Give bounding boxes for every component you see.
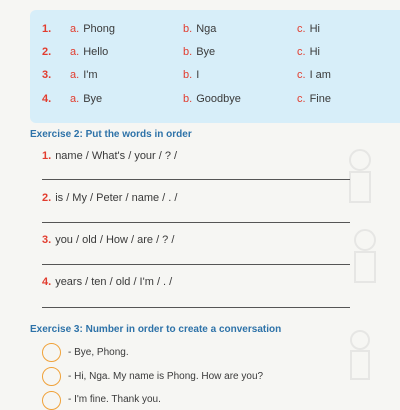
- answer-line-1[interactable]: [42, 179, 350, 180]
- option-b[interactable]: [183, 23, 216, 35]
- option-c[interactable]: [297, 93, 331, 105]
- option-letter: c.: [297, 23, 306, 35]
- answer-line-4[interactable]: [42, 307, 350, 308]
- option-c[interactable]: [297, 69, 331, 81]
- option-b[interactable]: [183, 93, 241, 105]
- order-circle[interactable]: [42, 367, 61, 386]
- question-text: is / My / Peter / name / . /: [55, 192, 178, 204]
- option-letter: c.: [297, 69, 306, 81]
- option-a[interactable]: [70, 93, 102, 105]
- option-text: Hi: [309, 46, 320, 58]
- option-letter: c.: [297, 93, 306, 105]
- option-letter: b.: [183, 93, 193, 105]
- question-text: name / What's / your / ? /: [55, 150, 178, 162]
- option-a[interactable]: [70, 23, 115, 35]
- option-c[interactable]: [297, 46, 320, 58]
- answer-line-3[interactable]: [42, 264, 350, 265]
- row-number: 4.: [42, 93, 52, 105]
- question-number: 4.: [42, 276, 52, 288]
- option-letter: a.: [70, 69, 80, 81]
- question-1: [42, 150, 177, 162]
- question-2: [42, 192, 177, 204]
- exercise1-row: [30, 20, 400, 42]
- option-letter: a.: [70, 93, 80, 105]
- option-letter: b.: [183, 69, 193, 81]
- option-text: Bye: [196, 46, 216, 58]
- exercise1-box: [30, 10, 400, 123]
- option-text: I'm: [83, 69, 98, 81]
- order-circle[interactable]: [42, 343, 61, 362]
- option-text: Goodbye: [196, 93, 241, 105]
- row-number: 2.: [42, 46, 52, 58]
- option-text: Hi: [309, 23, 320, 35]
- question-3: [42, 234, 174, 246]
- exercise1-row: [30, 66, 400, 88]
- question-text: years / ten / old / I'm / . /: [55, 276, 173, 288]
- conversation-line: - Bye, Phong.: [68, 347, 129, 358]
- exercise1-row: [30, 90, 400, 112]
- option-text: Hello: [83, 46, 109, 58]
- option-text: Bye: [83, 93, 103, 105]
- option-text: Fine: [309, 93, 331, 105]
- conversation-line: - I'm fine. Thank you.: [68, 394, 161, 405]
- option-text: I: [196, 69, 200, 81]
- option-text: Nga: [196, 23, 217, 35]
- option-letter: b.: [183, 46, 193, 58]
- option-c[interactable]: [297, 23, 320, 35]
- question-number: 1.: [42, 150, 52, 162]
- row-number: 1.: [42, 23, 52, 35]
- question-number: 2.: [42, 192, 52, 204]
- option-letter: b.: [183, 23, 193, 35]
- option-text: Phong: [83, 23, 115, 35]
- exercise3-title: Exercise 3: Number in order to create a conversation: [30, 324, 282, 335]
- option-letter: c.: [297, 46, 306, 58]
- question-4: [42, 276, 172, 288]
- order-circle[interactable]: [42, 391, 61, 410]
- answer-line-2[interactable]: [42, 222, 350, 223]
- exercise2-title: Exercise 2: Put the words in order: [30, 129, 192, 140]
- option-a[interactable]: [70, 46, 108, 58]
- option-text: I am: [309, 69, 331, 81]
- option-b[interactable]: [183, 69, 199, 81]
- conversation-line: - Hi, Nga. My name is Phong. How are you?: [68, 371, 264, 382]
- question-text: you / old / How / are / ? /: [55, 234, 175, 246]
- option-a[interactable]: [70, 69, 98, 81]
- row-number: 3.: [42, 69, 52, 81]
- exercise1-row: [30, 43, 400, 65]
- option-letter: a.: [70, 23, 80, 35]
- option-letter: a.: [70, 46, 80, 58]
- question-number: 3.: [42, 234, 52, 246]
- option-b[interactable]: [183, 46, 215, 58]
